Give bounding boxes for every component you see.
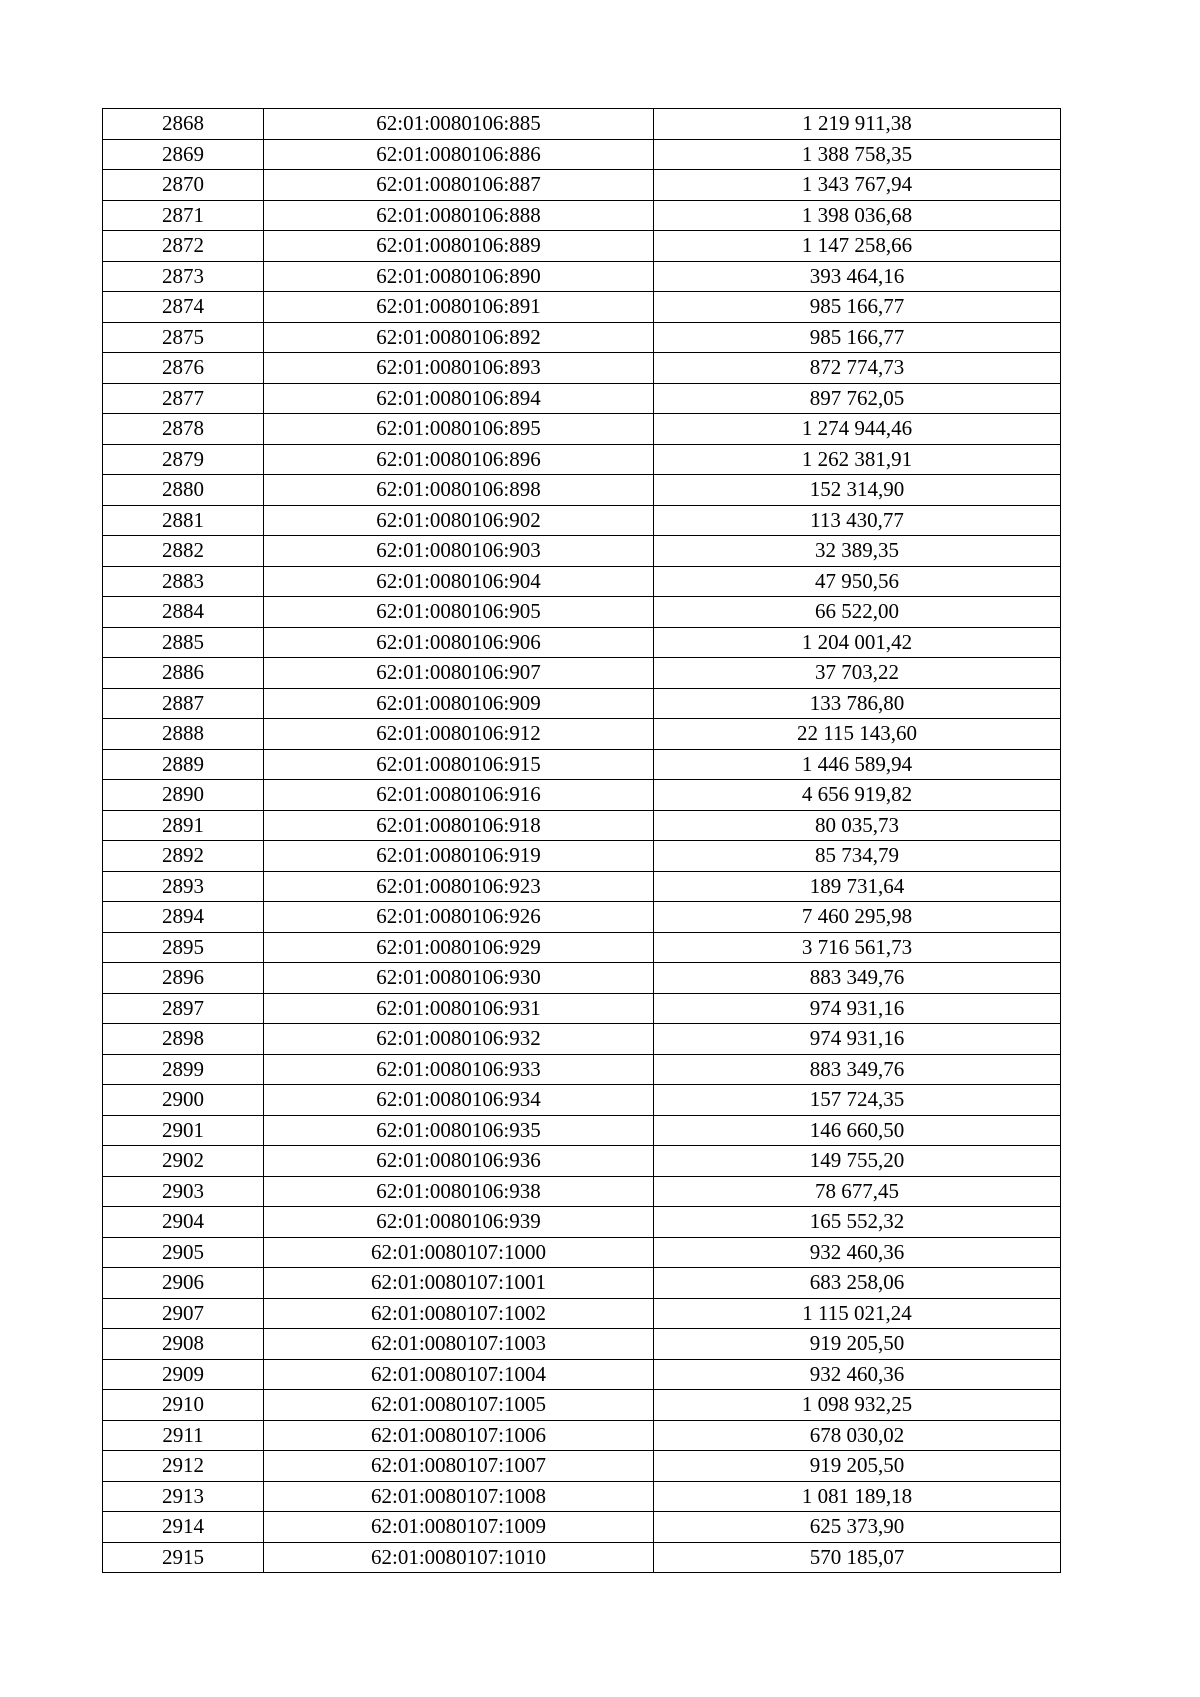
cadastral-value-cell: 1 115 021,24 — [654, 1298, 1061, 1329]
cadastral-number-cell: 62:01:0080106:916 — [264, 780, 654, 811]
row-number-cell: 2915 — [103, 1542, 264, 1573]
cadastral-value-cell: 1 388 758,35 — [654, 139, 1061, 170]
cadastral-value-cell: 1 204 001,42 — [654, 627, 1061, 658]
cadastral-value-cell: 66 522,00 — [654, 597, 1061, 628]
cadastral-value-cell: 78 677,45 — [654, 1176, 1061, 1207]
cadastral-value-cell: 1 446 589,94 — [654, 749, 1061, 780]
cadastral-value-cell: 7 460 295,98 — [654, 902, 1061, 933]
cadastral-value-cell: 883 349,76 — [654, 963, 1061, 994]
row-number-cell: 2913 — [103, 1481, 264, 1512]
cadastral-value-cell: 883 349,76 — [654, 1054, 1061, 1085]
cadastral-value-cell: 1 147 258,66 — [654, 231, 1061, 262]
cadastral-number-cell: 62:01:0080107:1004 — [264, 1359, 654, 1390]
row-number-cell: 2869 — [103, 139, 264, 170]
table-row — [103, 261, 1061, 292]
table-row — [103, 109, 1061, 140]
cadastral-number-cell: 62:01:0080107:1008 — [264, 1481, 654, 1512]
table-row — [103, 1268, 1061, 1299]
cadastral-number-cell: 62:01:0080106:888 — [264, 200, 654, 231]
cadastral-number-cell: 62:01:0080107:1001 — [264, 1268, 654, 1299]
row-number-cell: 2870 — [103, 170, 264, 201]
row-number-cell: 2908 — [103, 1329, 264, 1360]
cadastral-value-cell: 872 774,73 — [654, 353, 1061, 384]
cadastral-number-cell: 62:01:0080106:905 — [264, 597, 654, 628]
cadastral-value-cell: 133 786,80 — [654, 688, 1061, 719]
table-row — [103, 932, 1061, 963]
row-number-cell: 2890 — [103, 780, 264, 811]
row-number-cell: 2883 — [103, 566, 264, 597]
cadastral-number-cell: 62:01:0080107:1009 — [264, 1512, 654, 1543]
row-number-cell: 2902 — [103, 1146, 264, 1177]
row-number-cell: 2875 — [103, 322, 264, 353]
table-row — [103, 627, 1061, 658]
cadastral-value-cell: 37 703,22 — [654, 658, 1061, 689]
cadastral-number-cell: 62:01:0080106:907 — [264, 658, 654, 689]
row-number-cell: 2911 — [103, 1420, 264, 1451]
table-row — [103, 566, 1061, 597]
table-row — [103, 1451, 1061, 1482]
cadastral-value-cell: 1 219 911,38 — [654, 109, 1061, 140]
row-number-cell: 2868 — [103, 109, 264, 140]
cadastral-value-cell: 152 314,90 — [654, 475, 1061, 506]
row-number-cell: 2891 — [103, 810, 264, 841]
cadastral-number-cell: 62:01:0080106:886 — [264, 139, 654, 170]
table-row — [103, 1512, 1061, 1543]
cadastral-number-cell: 62:01:0080107:1000 — [264, 1237, 654, 1268]
table-row — [103, 841, 1061, 872]
cadastral-value-cell: 974 931,16 — [654, 993, 1061, 1024]
cadastral-number-cell: 62:01:0080106:889 — [264, 231, 654, 262]
table-row — [103, 322, 1061, 353]
cadastral-number-cell: 62:01:0080106:934 — [264, 1085, 654, 1116]
row-number-cell: 2909 — [103, 1359, 264, 1390]
cadastral-value-cell: 149 755,20 — [654, 1146, 1061, 1177]
table-row — [103, 1390, 1061, 1421]
row-number-cell: 2898 — [103, 1024, 264, 1055]
cadastral-value-cell: 897 762,05 — [654, 383, 1061, 414]
cadastral-number-cell: 62:01:0080107:1010 — [264, 1542, 654, 1573]
row-number-cell: 2874 — [103, 292, 264, 323]
table-row — [103, 1237, 1061, 1268]
table-row — [103, 1176, 1061, 1207]
cadastral-number-cell: 62:01:0080106:931 — [264, 993, 654, 1024]
table-row — [103, 1359, 1061, 1390]
table-row — [103, 1054, 1061, 1085]
table-row — [103, 383, 1061, 414]
cadastral-number-cell: 62:01:0080106:906 — [264, 627, 654, 658]
cadastral-number-cell: 62:01:0080106:891 — [264, 292, 654, 323]
row-number-cell: 2897 — [103, 993, 264, 1024]
cadastral-number-cell: 62:01:0080106:904 — [264, 566, 654, 597]
row-number-cell: 2904 — [103, 1207, 264, 1238]
table-row — [103, 505, 1061, 536]
table-row — [103, 902, 1061, 933]
row-number-cell: 2894 — [103, 902, 264, 933]
cadastral-value-cell: 32 389,35 — [654, 536, 1061, 567]
row-number-cell: 2912 — [103, 1451, 264, 1482]
cadastral-value-cell: 22 115 143,60 — [654, 719, 1061, 750]
cadastral-number-cell: 62:01:0080106:894 — [264, 383, 654, 414]
table-row — [103, 688, 1061, 719]
cadastral-number-cell: 62:01:0080106:898 — [264, 475, 654, 506]
table-row — [103, 292, 1061, 323]
table-row — [103, 780, 1061, 811]
cadastral-number-cell: 62:01:0080107:1007 — [264, 1451, 654, 1482]
row-number-cell: 2886 — [103, 658, 264, 689]
row-number-cell: 2878 — [103, 414, 264, 445]
cadastral-value-cell: 625 373,90 — [654, 1512, 1061, 1543]
table-row — [103, 1420, 1061, 1451]
cadastral-number-cell: 62:01:0080106:936 — [264, 1146, 654, 1177]
table-row — [103, 231, 1061, 262]
row-number-cell: 2892 — [103, 841, 264, 872]
cadastral-value-cell: 85 734,79 — [654, 841, 1061, 872]
row-number-cell: 2903 — [103, 1176, 264, 1207]
cadastral-number-cell: 62:01:0080106:890 — [264, 261, 654, 292]
cadastral-number-cell: 62:01:0080106:909 — [264, 688, 654, 719]
cadastral-number-cell: 62:01:0080106:892 — [264, 322, 654, 353]
table-row — [103, 1115, 1061, 1146]
cadastral-number-cell: 62:01:0080106:929 — [264, 932, 654, 963]
cadastral-number-cell: 62:01:0080107:1006 — [264, 1420, 654, 1451]
table-row — [103, 1542, 1061, 1573]
cadastral-value-cell: 683 258,06 — [654, 1268, 1061, 1299]
row-number-cell: 2907 — [103, 1298, 264, 1329]
table-row — [103, 1329, 1061, 1360]
cadastral-value-cell: 146 660,50 — [654, 1115, 1061, 1146]
row-number-cell: 2901 — [103, 1115, 264, 1146]
row-number-cell: 2893 — [103, 871, 264, 902]
table-row — [103, 993, 1061, 1024]
cadastral-value-cell: 985 166,77 — [654, 322, 1061, 353]
table-row — [103, 658, 1061, 689]
row-number-cell: 2877 — [103, 383, 264, 414]
row-number-cell: 2905 — [103, 1237, 264, 1268]
cadastral-value-cell: 919 205,50 — [654, 1329, 1061, 1360]
table-row — [103, 719, 1061, 750]
cadastral-number-cell: 62:01:0080106:932 — [264, 1024, 654, 1055]
cadastral-value-cell: 1 398 036,68 — [654, 200, 1061, 231]
table-row — [103, 475, 1061, 506]
table-row — [103, 749, 1061, 780]
cadastral-number-cell: 62:01:0080106:939 — [264, 1207, 654, 1238]
cadastral-number-cell: 62:01:0080107:1002 — [264, 1298, 654, 1329]
cadastral-number-cell: 62:01:0080106:896 — [264, 444, 654, 475]
cadastral-number-cell: 62:01:0080107:1005 — [264, 1390, 654, 1421]
cadastral-number-cell: 62:01:0080106:938 — [264, 1176, 654, 1207]
cadastral-value-cell: 932 460,36 — [654, 1359, 1061, 1390]
row-number-cell: 2882 — [103, 536, 264, 567]
row-number-cell: 2906 — [103, 1268, 264, 1299]
cadastral-number-cell: 62:01:0080106:912 — [264, 719, 654, 750]
cadastral-number-cell: 62:01:0080106:918 — [264, 810, 654, 841]
row-number-cell: 2888 — [103, 719, 264, 750]
cadastral-number-cell: 62:01:0080106:903 — [264, 536, 654, 567]
cadastral-value-cell: 3 716 561,73 — [654, 932, 1061, 963]
cadastral-value-cell: 678 030,02 — [654, 1420, 1061, 1451]
row-number-cell: 2885 — [103, 627, 264, 658]
table-row — [103, 414, 1061, 445]
table-row — [103, 1146, 1061, 1177]
cadastral-value-table — [102, 108, 1061, 1573]
cadastral-value-cell: 570 185,07 — [654, 1542, 1061, 1573]
table-row — [103, 597, 1061, 628]
row-number-cell: 2914 — [103, 1512, 264, 1543]
cadastral-value-cell: 165 552,32 — [654, 1207, 1061, 1238]
table-row — [103, 810, 1061, 841]
row-number-cell: 2876 — [103, 353, 264, 384]
table-row — [103, 1085, 1061, 1116]
cadastral-number-cell: 62:01:0080106:885 — [264, 109, 654, 140]
cadastral-number-cell: 62:01:0080106:895 — [264, 414, 654, 445]
row-number-cell: 2880 — [103, 475, 264, 506]
cadastral-value-cell: 985 166,77 — [654, 292, 1061, 323]
table-row — [103, 1481, 1061, 1512]
cadastral-value-cell: 974 931,16 — [654, 1024, 1061, 1055]
row-number-cell: 2896 — [103, 963, 264, 994]
cadastral-number-cell: 62:01:0080106:887 — [264, 170, 654, 201]
table-body — [103, 109, 1061, 1573]
table-row — [103, 1207, 1061, 1238]
row-number-cell: 2879 — [103, 444, 264, 475]
cadastral-number-cell: 62:01:0080106:902 — [264, 505, 654, 536]
table-row — [103, 139, 1061, 170]
cadastral-value-cell: 113 430,77 — [654, 505, 1061, 536]
cadastral-value-cell: 80 035,73 — [654, 810, 1061, 841]
cadastral-value-cell: 1 343 767,94 — [654, 170, 1061, 201]
cadastral-value-cell: 932 460,36 — [654, 1237, 1061, 1268]
row-number-cell: 2871 — [103, 200, 264, 231]
table-row — [103, 170, 1061, 201]
cadastral-number-cell: 62:01:0080106:915 — [264, 749, 654, 780]
table-row — [103, 1298, 1061, 1329]
cadastral-number-cell: 62:01:0080106:926 — [264, 902, 654, 933]
cadastral-value-cell: 1 098 932,25 — [654, 1390, 1061, 1421]
table-row — [103, 536, 1061, 567]
cadastral-value-cell: 189 731,64 — [654, 871, 1061, 902]
cadastral-number-cell: 62:01:0080106:935 — [264, 1115, 654, 1146]
cadastral-value-cell: 1 081 189,18 — [654, 1481, 1061, 1512]
cadastral-value-cell: 1 274 944,46 — [654, 414, 1061, 445]
cadastral-number-cell: 62:01:0080107:1003 — [264, 1329, 654, 1360]
row-number-cell: 2895 — [103, 932, 264, 963]
cadastral-value-cell: 919 205,50 — [654, 1451, 1061, 1482]
row-number-cell: 2899 — [103, 1054, 264, 1085]
cadastral-number-cell: 62:01:0080106:893 — [264, 353, 654, 384]
cadastral-number-cell: 62:01:0080106:923 — [264, 871, 654, 902]
cadastral-value-cell: 1 262 381,91 — [654, 444, 1061, 475]
row-number-cell: 2881 — [103, 505, 264, 536]
table-row — [103, 444, 1061, 475]
table-row — [103, 963, 1061, 994]
cadastral-value-cell: 393 464,16 — [654, 261, 1061, 292]
row-number-cell: 2872 — [103, 231, 264, 262]
table-row — [103, 871, 1061, 902]
cadastral-number-cell: 62:01:0080106:930 — [264, 963, 654, 994]
table-row — [103, 200, 1061, 231]
table-row — [103, 1024, 1061, 1055]
cadastral-number-cell: 62:01:0080106:919 — [264, 841, 654, 872]
row-number-cell: 2910 — [103, 1390, 264, 1421]
table-row — [103, 353, 1061, 384]
row-number-cell: 2887 — [103, 688, 264, 719]
row-number-cell: 2889 — [103, 749, 264, 780]
row-number-cell: 2884 — [103, 597, 264, 628]
cadastral-value-cell: 4 656 919,82 — [654, 780, 1061, 811]
row-number-cell: 2873 — [103, 261, 264, 292]
cadastral-value-cell: 157 724,35 — [654, 1085, 1061, 1116]
cadastral-value-cell: 47 950,56 — [654, 566, 1061, 597]
cadastral-number-cell: 62:01:0080106:933 — [264, 1054, 654, 1085]
row-number-cell: 2900 — [103, 1085, 264, 1116]
